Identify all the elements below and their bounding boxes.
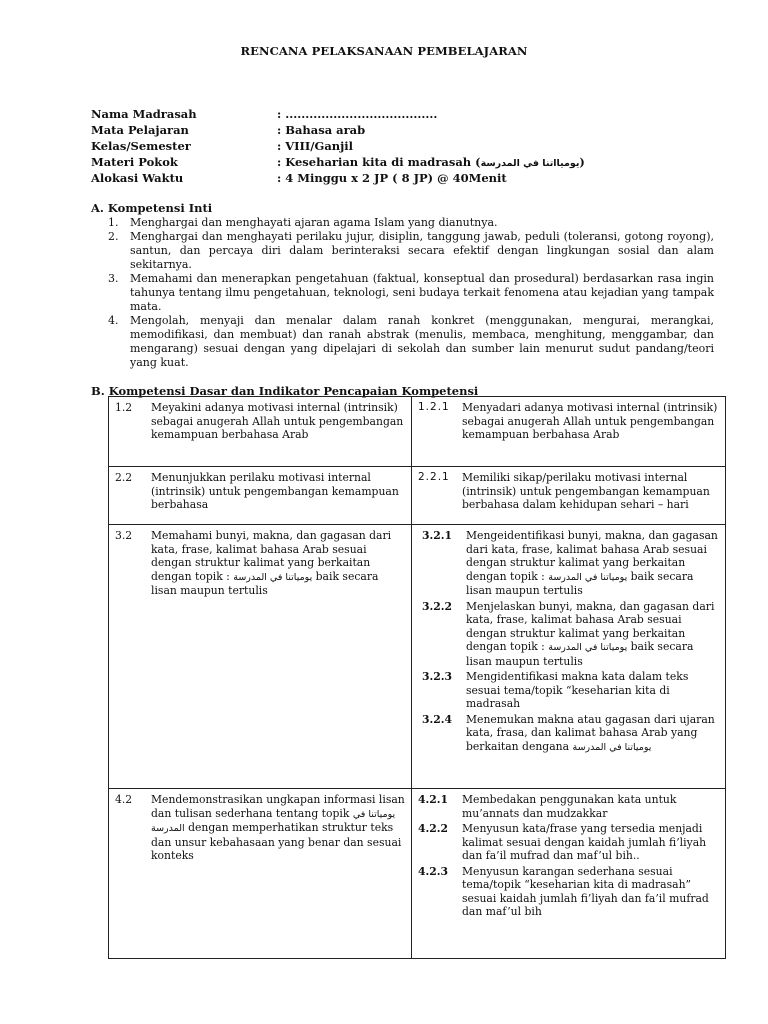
kd-text (151, 793, 407, 863)
indicator-arabic: يومياتنا في المدرسة (572, 741, 652, 753)
kd-arabic: يومياتنا في المدرسة (233, 571, 313, 583)
indicator-text-part: baik secara lisan maupun tertulis (466, 640, 694, 668)
identity-value: : 4 Minggu x 2 JP ( 8 JP) @ 40Menit (277, 171, 507, 185)
indicator-code: 3.2.3 (422, 670, 453, 683)
indicator-text-part: Mengeidentifikasi bunyi, makna, dan gagasan dari kata, frase, kalimat bahasa Arab sesuai dengan struktur kalimat yang berkaitan dengan topik : (466, 529, 718, 583)
indicator-code: 2.2.1 (418, 471, 450, 483)
section-a-heading: A. Kompetensi Inti (91, 201, 213, 215)
kd-text: Menunjukkan perilaku motivasi internal (intrinsik) untuk pengembangan kemampuan berbahasa (151, 471, 399, 511)
page-title: RENCANA PELAKSANAAN PEMBELAJARAN (240, 44, 528, 58)
identity-row-mapel (91, 122, 731, 138)
indicator-text (466, 529, 721, 598)
indicator-code: 1.2.1 (418, 401, 450, 413)
identity-row-kelas (91, 138, 731, 154)
kd-text: Meyakini adanya motivasi internal (intrinsik) sebagai anugerah Allah untuk pengembangan kemampuan berbahasa Arab (151, 401, 404, 441)
indicator-cell (412, 397, 726, 467)
kompetensi-inti-list (108, 216, 714, 370)
table-row (109, 525, 726, 789)
identity-label: Materi Pokok (91, 155, 178, 169)
kd-text (151, 529, 407, 598)
indicator-cell (412, 467, 726, 525)
materi-arabic: يوميااتنا في المدرسة (480, 158, 580, 169)
identity-label: Kelas/Semester (91, 139, 191, 153)
list-item (108, 230, 714, 272)
kd-code: 1.2 (115, 401, 133, 414)
identity-row-materi (91, 154, 731, 170)
kd-arabic: يومياتنا في المدرسة (151, 808, 396, 834)
kd-cell (109, 789, 412, 959)
indicator-text: Membedakan penggunakan kata untuk mu’annats dan mudzakkar (462, 793, 677, 820)
indicator-code: 3.2.1 (422, 529, 453, 542)
indicator-item (422, 600, 721, 669)
indicator-item (418, 401, 721, 442)
identity-value: : Bahasa arab (277, 123, 366, 137)
identity-row-madrasah (91, 106, 731, 122)
indicator-item (422, 529, 721, 598)
list-item (108, 216, 714, 230)
list-item-text: Memahami dan menerapkan pengetahuan (faktual, konseptual dan prosedural) berdasarkan rasa ingin tahunya tentang ilmu pengetahuan, teknologi, seni budaya terkait fenomena atau kejadian yang tampak mata. (130, 272, 714, 313)
indicator-item (418, 793, 721, 820)
indicator-text: Memiliki sikap/perilaku motivasi internal (intrinsik) untuk pengembangan kemampuan berbahasa dalam kehidupan sehari – hari (462, 471, 710, 511)
indicator-arabic: يومياتنا في المدرسة (548, 571, 628, 583)
list-item (108, 272, 714, 314)
kd-text-part: Mendemonstrasikan ungkapan informasi lisan dan tulisan sederhana tentang topik (151, 793, 405, 820)
identity-block (91, 106, 731, 186)
list-item-text: Mengolah, menyaji dan menalar dalam ranah konkret (menggunakan, mengurai, merangkai, memodifikasi, dan membuat) dan ranah abstrak (menulis, membaca, menghitung, menggambar, dan mengarang) sesuai dengan yang dipelajari di sekolah dan sumber lain menurut sudut pandang/teori yang kuat. (130, 314, 714, 369)
indicator-arabic: يومياتنا في المدرسة (548, 642, 628, 653)
indicator-text-part: Menjelaskan bunyi, makna, dan gagasan dari kata, frase, kalimat bahasa Arab sesuai dengan struktur kalimat yang berkaitan dengan topik : (466, 599, 715, 653)
kd-code: 2.2 (115, 471, 133, 484)
indicator-cell (412, 525, 726, 789)
indicator-item (418, 471, 721, 512)
indicator-code: 4.2.2 (418, 822, 449, 835)
indicator-item (422, 670, 721, 711)
indicator-code: 4.2.3 (418, 864, 449, 878)
indicator-text: Menyusun karangan sederhana sesuai tema/topik “keseharian kita di madrasah” sesuai kaidah jumlah fi’liyah dan fa’il mufrad dan maf’ul bih (462, 864, 709, 918)
kd-text-part: dengan memperhatikan struktur teks dan unsur kebahasaan yang benar dan sesuai konteks (151, 821, 402, 862)
identity-value (277, 154, 585, 170)
section-b-heading: B. Kompetensi Dasar dan Indikator Pencapaian Kompetensi (91, 384, 479, 398)
indicator-text-part: baik secara lisan maupun tertulis (466, 569, 694, 597)
indicator-text (466, 600, 721, 669)
kd-code: 3.2 (115, 529, 133, 542)
list-item-number: 3. (108, 272, 119, 285)
list-item-number: 2. (108, 230, 119, 243)
identity-label: Alokasi Waktu (91, 171, 184, 185)
materi-suffix: ) (579, 155, 585, 169)
list-item-text: Menghargai dan menghayati perilaku jujur, disiplin, tanggung jawab, peduli (toleransi, gotong royong), santun, dan percaya diri dalam berinteraksi secara efektif dengan lingkungan sosial dan alam sekitarnya. (130, 230, 714, 271)
identity-label: Nama Madrasah (91, 107, 197, 121)
indicator-code: 3.2.2 (422, 599, 453, 613)
materi-text: : Keseharian kita di madrasah ( (277, 155, 481, 169)
identity-row-alokasi (91, 170, 731, 186)
indicator-text: Mengidentifikasi makna kata dalam teks sesuai tema/topik “keseharian kita di madrasah (466, 670, 689, 710)
list-item (108, 314, 714, 370)
indicator-text: Menyusun kata/frase yang tersedia menjadi kalimat sesuai dengan kaidah jumlah fi’liyah dan fa’il mufrad dan maf’ul bih.. (462, 822, 707, 862)
table-row (109, 397, 726, 467)
indicator-text: Menyadari adanya motivasi internal (intrinsik) sebagai anugerah Allah untuk pengembangan kemampuan berbahasa Arab (462, 401, 718, 441)
indicator-item (418, 865, 721, 919)
kd-text-part: Memahami bunyi, makna, dan gagasan dari kata, frase, kalimat bahasa Arab sesuai dengan struktur kalimat yang berkaitan dengan topik : (151, 529, 392, 583)
kd-cell (109, 467, 412, 525)
table-row (109, 467, 726, 525)
indicator-item (418, 822, 721, 863)
indicator-item (422, 713, 721, 755)
indicator-text (466, 713, 721, 755)
identity-label: Mata Pelajaran (91, 123, 189, 137)
list-item-number: 4. (108, 314, 119, 327)
kd-cell (109, 525, 412, 789)
kd-text-part: baik secara lisan maupun tertulis (151, 569, 379, 597)
indicator-code: 4.2.1 (418, 793, 449, 806)
list-item-text: Menghargai dan menghayati ajaran agama Islam yang dianutnya. (130, 216, 498, 229)
identity-value: : VIII/Ganjil (277, 139, 354, 153)
kd-cell (109, 397, 412, 467)
kd-code: 4.2 (115, 793, 133, 806)
indicator-cell (412, 789, 726, 959)
indicator-text-part: Menemukan makna atau gagasan dari ujaran kata, frasa, dan kalimat bahasa Arab yang berkaitan dengana (466, 712, 715, 753)
kompetensi-dasar-table (108, 396, 726, 959)
identity-value: : ...................................... (277, 107, 438, 121)
indicator-code: 3.2.4 (422, 712, 453, 726)
list-item-number: 1. (108, 216, 119, 229)
table-row (109, 789, 726, 959)
